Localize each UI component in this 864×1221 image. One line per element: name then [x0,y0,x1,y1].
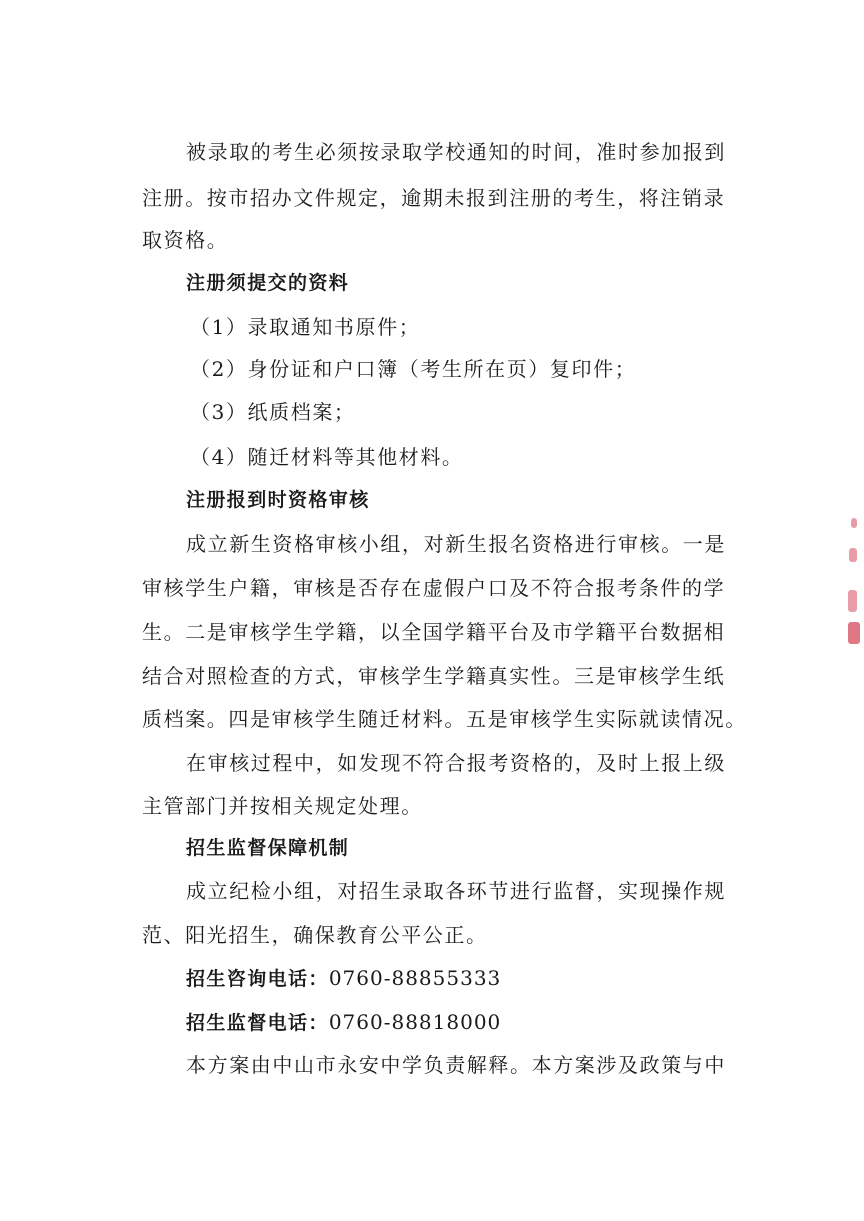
supervision-paragraph-line-1: 成立纪检小组，对招生录取各环节进行监督，实现操作规 [186,879,726,903]
registration-paragraph-line-1: 被录取的考生必须按录取学校通知的时间，准时参加报到 [186,140,726,164]
review-paragraph-1-line-3: 生。二是审核学生学籍，以全国学籍平台及市学籍平台数据相 [142,620,726,644]
review-paragraph-2-line-2: 主管部门并按相关规定处理。 [142,794,423,818]
seal-fragment [848,590,857,612]
supervision-paragraph-line-2: 范、阳光招生，确保教育公平公正。 [142,923,488,947]
consult-phone-row [186,963,722,994]
materials-item-2: （2）身份证和户口簿（考生所在页）复印件； [190,357,637,381]
materials-item-1: （1）录取通知书原件； [190,315,421,339]
materials-item-4: （4）随迁材料等其他材料。 [190,445,464,469]
registration-paragraph-line-2: 注册。按市招办文件规定，逾期未报到注册的考生，将注销录 [142,186,726,210]
review-paragraph-1-line-4: 结合对照检查的方式，审核学生学籍真实性。三是审核学生纸 [142,664,726,688]
consult-phone-label: 招生咨询电话： [186,968,329,990]
seal-fragment [848,622,860,644]
seal-fragment [849,548,857,562]
closing-line-1: 本方案由中山市永安中学负责解释。本方案涉及政策与中 [186,1053,726,1077]
supervise-phone-number: 0760-88818000 [328,1010,502,1034]
review-paragraph-1-line-2: 审核学生户籍，审核是否存在虚假户口及不符合报考条件的学 [142,576,726,600]
review-heading: 注册报到时资格审核 [186,489,370,511]
registration-paragraph-line-3: 取资格。 [142,228,229,252]
materials-heading: 注册须提交的资料 [186,272,350,294]
supervision-heading: 招生监督保障机制 [186,837,350,859]
consult-phone-number: 0760-88855333 [328,966,502,990]
supervise-phone-row [186,1007,722,1038]
review-paragraph-1-line-1: 成立新生资格审核小组，对新生报名资格进行审核。一是 [186,532,726,556]
supervise-phone-label: 招生监督电话： [186,1012,329,1034]
materials-item-3: （3）纸质档案； [190,400,356,424]
seal-fragment [851,518,857,528]
review-paragraph-1-line-5: 质档案。四是审核学生随迁材料。五是审核学生实际就读情况。 [142,707,747,731]
review-paragraph-2-line-1: 在审核过程中，如发现不符合报考资格的，及时上报上级 [186,751,726,775]
